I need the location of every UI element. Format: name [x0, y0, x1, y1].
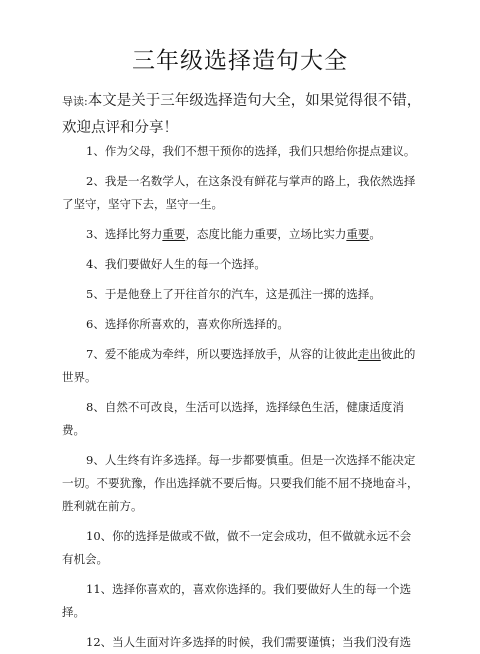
sentence-text: 11、选择你喜欢的，喜欢你选择的。我们要做好人生的每一个选择。 — [62, 582, 412, 619]
sentence-item — [62, 396, 422, 442]
sentence-item — [62, 449, 422, 518]
sentence-text: 2、我是一名数学人，在这条没有鲜花与掌声的路上，我依然选择了坚守，坚守下去，坚守一生。 — [62, 174, 416, 211]
sentence-item — [62, 631, 422, 654]
sentence-item — [62, 525, 422, 571]
sentence-text: 8、自然不可改良，生活可以选择，选择绿色生活，健康适度消费。 — [62, 400, 404, 437]
sentence-text: 6、选择你所喜欢的，喜欢你所选择的。 — [86, 317, 289, 331]
sentence-text: 7、爱不能成为牵绊，所以要选择放手，从容的让彼此 — [86, 347, 358, 361]
intro-text: 本文是关于三年级选择造句大全，如果觉得很不错，欢迎点评和分享！ — [62, 93, 422, 136]
sentence-text: 9、人生终有许多选择。每一步都要慎重。但是一次选择不能决定一切。不要犹豫，作出选择就不要后悔。只要我们能不屈不挠地奋斗，胜利就在前方。 — [62, 453, 419, 513]
sentence-item — [62, 223, 422, 246]
sentence-item — [62, 170, 422, 216]
sentence-text: 12、当人生面对许多选择的时候，我们需要谨慎；当我们没有选 — [86, 635, 412, 649]
sentence-item — [62, 253, 422, 276]
sentence-item — [62, 283, 422, 306]
sentence-text: 5、于是他登上了开往首尔的汽车，这是孤注一掷的选择。 — [86, 287, 381, 301]
sentence-text: 1、作为父母，我们不想干预你的选择，我们只想给你提点建议。 — [86, 144, 416, 158]
sentence-text: 3、选择比努力 — [86, 227, 163, 241]
sentence-text: 。 — [369, 227, 381, 241]
sentence-text: 10、你的选择是做或不做，做不一定会成功，但不做就永远不会有机会。 — [62, 529, 412, 566]
sentence-text: ，态度比能力重要，立场比实力 — [185, 227, 347, 241]
sentence-item — [62, 578, 422, 624]
page-title: 三年级选择造句大全 — [132, 48, 348, 74]
sentence-item — [62, 343, 422, 389]
sentence-list — [62, 140, 422, 654]
sentence-text: 4、我们要做好人生的每一个选择。 — [86, 257, 266, 271]
underlined-phrase: 重要 — [162, 227, 186, 241]
underlined-phrase: 重要 — [346, 227, 370, 241]
sentence-item — [62, 313, 422, 336]
sentence-item — [62, 140, 422, 163]
sentence-text: 彼此的世界。 — [62, 347, 416, 384]
underlined-phrase: 走出 — [357, 347, 381, 361]
intro-paragraph — [62, 88, 422, 141]
intro-lead-label: 导读: — [62, 95, 88, 108]
